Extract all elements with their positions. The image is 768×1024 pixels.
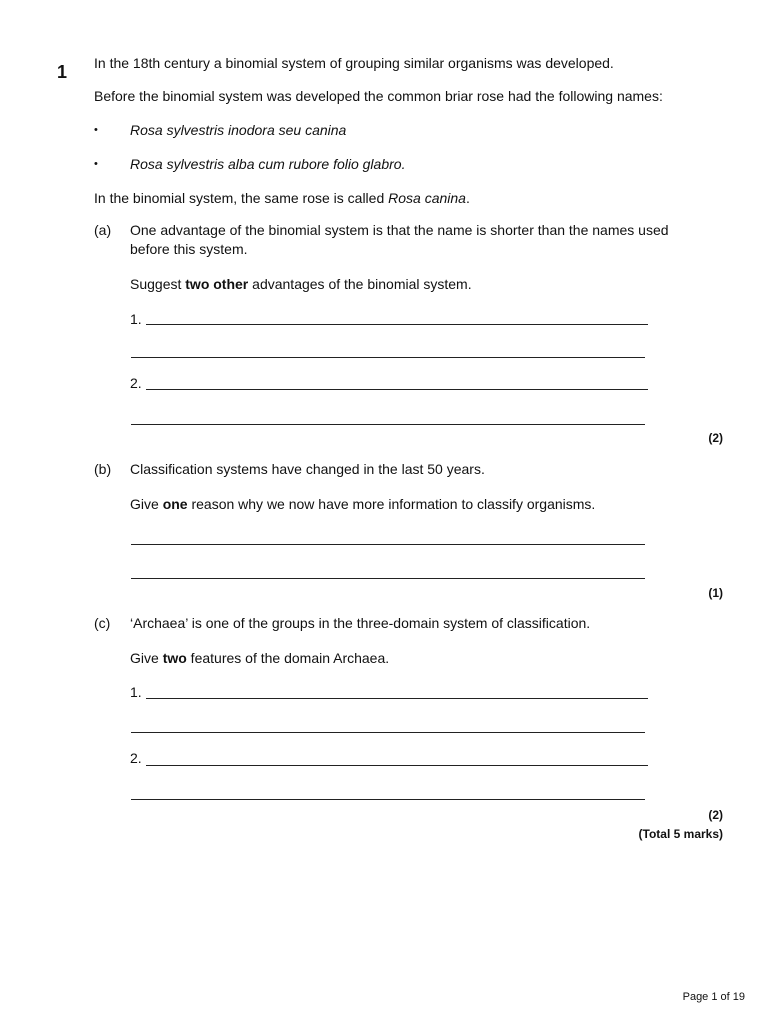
prompt-pre: Suggest [130, 276, 186, 292]
answer-line[interactable] [146, 389, 648, 390]
intro-text: In the 18th century a binomial system of grouping similar organisms was developed. [94, 55, 614, 71]
part-b-marks: (1) [708, 586, 723, 600]
bullet-icon: • [94, 124, 98, 136]
answer-line[interactable] [131, 799, 645, 800]
part-b-label: (b) [94, 461, 112, 477]
binomial-name: Rosa canina [388, 190, 466, 206]
part-a-marks: (2) [708, 431, 723, 445]
binomial-prefix: In the binomial system, the same rose is called [94, 190, 389, 206]
part-a-label: (a) [94, 222, 112, 238]
before-text: Before the binomial system was developed the common briar rose had the following names: [94, 88, 663, 104]
binomial-sentence [94, 190, 470, 207]
bullet-icon: • [94, 158, 98, 170]
part-a-prompt [130, 276, 472, 293]
answer-line[interactable] [146, 698, 648, 699]
old-name-1: Rosa sylvestris inodora seu canina [130, 122, 347, 138]
part-c-prompt [130, 650, 389, 667]
answer-label-2: 2. [130, 750, 142, 766]
part-a-text-line2: before this system. [130, 241, 248, 257]
part-b-prompt [130, 496, 595, 513]
answer-label-2: 2. [130, 375, 142, 391]
answer-line[interactable] [131, 424, 645, 425]
prompt-bold: one [162, 496, 188, 512]
answer-line[interactable] [131, 357, 645, 358]
answer-line[interactable] [131, 578, 645, 579]
prompt-bold: two [162, 650, 187, 666]
total-marks: (Total 5 marks) [638, 827, 723, 841]
part-b-text: Classification systems have changed in the last 50 years. [130, 461, 485, 477]
part-c-text: ‘Archaea’ is one of the groups in the three-domain system of classification. [130, 615, 591, 631]
prompt-post: features of the domain Archaea. [186, 650, 390, 666]
answer-line[interactable] [131, 732, 645, 733]
page-footer: Page 1 of 19 [682, 991, 745, 1003]
old-name-2: Rosa sylvestris alba cum rubore folio glabro. [130, 156, 406, 172]
part-c-marks: (2) [708, 808, 723, 822]
answer-line[interactable] [146, 765, 648, 766]
answer-label-1: 1. [130, 684, 142, 700]
binomial-suffix: . [465, 190, 470, 206]
part-a-text-line1: One advantage of the binomial system is that the name is shorter than the names used [130, 222, 669, 238]
prompt-pre: Give [130, 496, 163, 512]
prompt-post: advantages of the binomial system. [248, 276, 472, 292]
answer-line[interactable] [146, 324, 648, 325]
part-c-label: (c) [94, 615, 111, 631]
prompt-pre: Give [130, 650, 163, 666]
prompt-post: reason why we now have more information to classify organisms. [187, 496, 596, 512]
answer-label-1: 1. [130, 311, 142, 327]
question-number: 1 [57, 62, 68, 82]
answer-line[interactable] [131, 544, 645, 545]
prompt-bold: two other [185, 276, 249, 292]
